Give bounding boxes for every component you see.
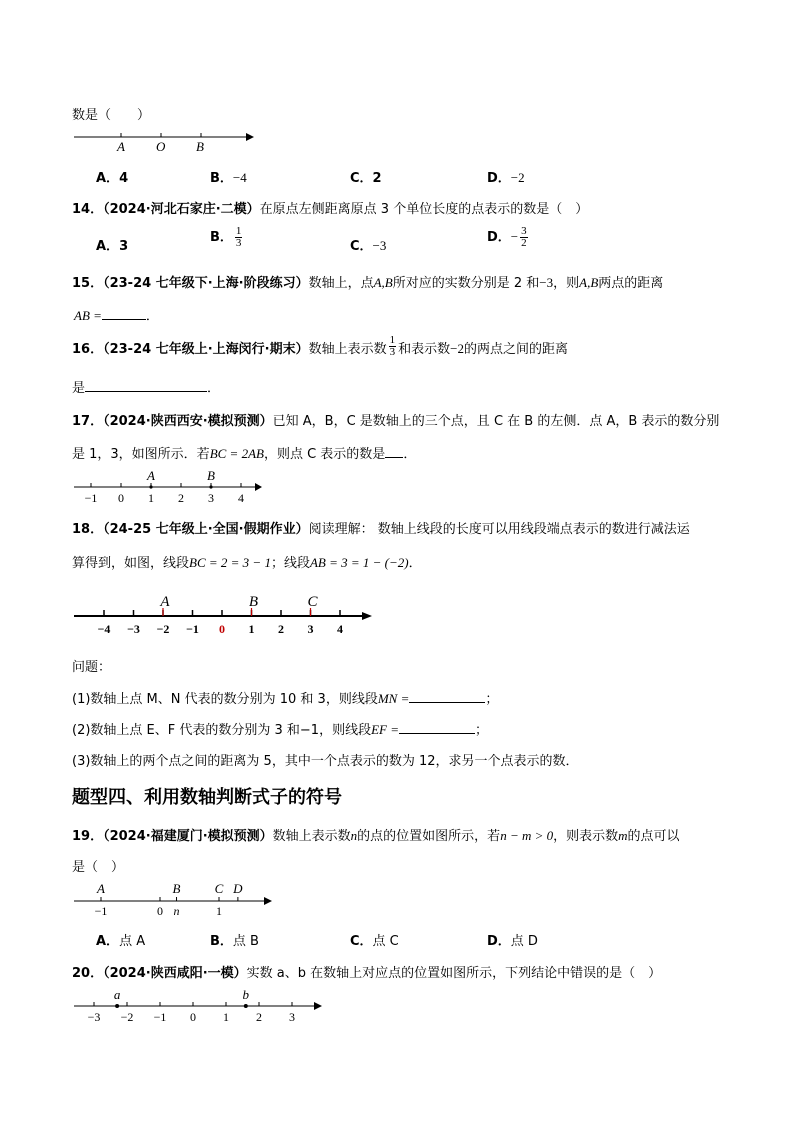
q17-tick-label: 0: [118, 491, 124, 505]
q18-tick-label: −4: [97, 622, 111, 636]
q19-stem-line2: 是（ ）: [72, 860, 125, 875]
q19-stem: 19．（2024·福建厦门·模拟预测）数轴上表示数n的点的位置如图所示，若n − m > 0，则表示数m的点可以: [72, 828, 680, 844]
q20-point-label: a: [113, 987, 121, 1002]
q20-tick-label: 3: [289, 1010, 295, 1024]
q13-number-line: [70, 128, 260, 156]
q17-point-label: B: [207, 468, 215, 483]
q17-answer-blank[interactable]: [385, 445, 403, 458]
q13-option-c[interactable]: C．2: [350, 171, 382, 186]
q19-option-d[interactable]: D．点 D: [487, 934, 538, 949]
q17-tick-label: 3: [208, 491, 214, 505]
q18-tick-label: −3: [127, 622, 140, 636]
q14-stem: 14．（2024·河北石家庄·二模）在原点左侧距离原点 3 个单位长度的点表示的数是（ ）: [72, 202, 589, 217]
q17-tick-label: 1: [148, 491, 154, 505]
q18-sub3: (3)数轴上的两个点之间的距离为 5，其中一个点表示的数为 12，求另一个点表示的数．: [72, 754, 579, 769]
q18-tick-label: 3: [307, 622, 314, 636]
q17-stem-line2: 是 1，3，如图所示．若BC = 2AB，则点 C 表示的数是 ．: [72, 446, 417, 462]
q19-point-label: B: [172, 881, 181, 896]
q13-option-b[interactable]: B．−4: [210, 170, 247, 186]
q18-tick-label: −2: [156, 622, 170, 636]
q16-answer-line: 是 ．: [72, 381, 221, 396]
q18-tick-label: 4: [337, 622, 343, 636]
q17-point-dot: [149, 485, 152, 488]
q19-tick-label: n: [173, 904, 180, 918]
q16-stem: 16．（23-24 七年级上·上海闵行·期末）数轴上表示数 $\frac{1}{3}$ 和表示数−2的两点之间的距离: [72, 334, 568, 358]
q18-stem-line2: 算得到，如图，线段BC = 2 = 3 − 1；线段AB = 3 = 1 − (−2)．: [72, 555, 422, 571]
q18-tick-label: −1: [186, 622, 199, 636]
q20-tick-label: 0: [190, 1010, 196, 1024]
q18-number-line: [72, 588, 377, 640]
q18-sub1-blank[interactable]: [409, 690, 485, 703]
q17-point-dot: [209, 485, 212, 488]
q14-option-d[interactable]: D．− $\frac{3}{2}$: [487, 225, 527, 249]
q19-option-c[interactable]: C．点 C: [350, 934, 399, 949]
q20-stem: 20．（2024·陕西咸阳·一模）实数 a、b 在数轴上对应点的位置如图所示，下列结论中错误的是（ ）: [72, 966, 662, 981]
q14-option-a[interactable]: A．3: [96, 239, 129, 254]
q13-stem-end: 数是（ ）: [72, 108, 151, 123]
q19-tick-label: 0: [157, 904, 163, 918]
q17-number-line: [72, 466, 267, 506]
q20-tick-label: −2: [120, 1010, 134, 1024]
q19-point-label: C: [214, 881, 224, 896]
q13-point-a: A: [117, 139, 125, 154]
q20-tick-label: 2: [256, 1010, 262, 1024]
q18-tick-label: 0: [219, 622, 225, 636]
q19-option-b[interactable]: B．点 B: [210, 934, 259, 949]
q15-stem: 15．（23-24 七年级下·上海·阶段练习）数轴上，点A,B所对应的实数分别是 2 和−3，则A,B两点的距离: [72, 275, 664, 291]
q20-point-dot: [244, 1004, 248, 1008]
q13-option-d[interactable]: D．−2: [487, 170, 525, 186]
q20-tick-label: −3: [87, 1010, 101, 1024]
q18-tick-label: 2: [278, 622, 284, 636]
q13-option-a[interactable]: A．4: [96, 171, 129, 186]
q20-point-dot: [115, 1004, 119, 1008]
q19-point-label: D: [233, 881, 243, 896]
q17-tick-label: 4: [238, 491, 244, 505]
q19-option-a[interactable]: A．点 A: [96, 934, 146, 949]
q19-tick-label: −1: [94, 904, 108, 918]
q20-number-line: [72, 986, 327, 1028]
q16-answer-blank[interactable]: [85, 379, 207, 392]
q15-answer-blank[interactable]: [102, 307, 146, 320]
q13-point-o: O: [156, 139, 166, 154]
q18-stem: 18．（24-25 七年级上·全国·假期作业）阅读理解： 数轴上线段的长度可以用线段端点表示的数进行减法运: [72, 522, 690, 537]
q17-point-label: A: [147, 468, 155, 483]
q17-tick-label: 2: [178, 491, 184, 505]
q14-option-c[interactable]: C．−3: [350, 238, 387, 254]
q15-answer-line: AB = ．: [74, 308, 159, 324]
q19-number-line: [72, 878, 277, 922]
q18-question-label: 问题：: [72, 660, 112, 675]
q19-point-label: A: [97, 881, 105, 896]
q13-point-b: B: [196, 139, 204, 154]
q20-tick-label: −1: [153, 1010, 167, 1024]
q17-stem: 17．（2024·陕西西安·模拟预测）已知 A，B，C 是数轴上的三个点，且 C 在 B 的左侧．点 A，B 表示的数分别: [72, 414, 720, 429]
q18-tick-label: 1: [248, 622, 255, 636]
q18-sub1: (1)数轴上点 M、N 代表的数分别为 10 和 3，则线段MN = ；: [72, 691, 499, 707]
q18-point-label: B: [248, 594, 259, 610]
q20-point-label: b: [242, 987, 250, 1002]
section-title: 题型四、利用数轴判断式子的符号: [72, 787, 342, 808]
q17-tick-label: −1: [84, 491, 98, 505]
q18-point-label: A: [160, 594, 170, 610]
q18-sub2-blank[interactable]: [399, 721, 475, 734]
q18-point-label: C: [307, 594, 318, 610]
q20-tick-label: 1: [223, 1010, 229, 1024]
q19-tick-label: 1: [216, 904, 222, 918]
q14-option-b[interactable]: B． $\frac{1}{3}$: [210, 225, 242, 249]
q18-sub2: (2)数轴上点 E、F 代表的数分别为 3 和−1，则线段EF = ；: [72, 722, 488, 738]
